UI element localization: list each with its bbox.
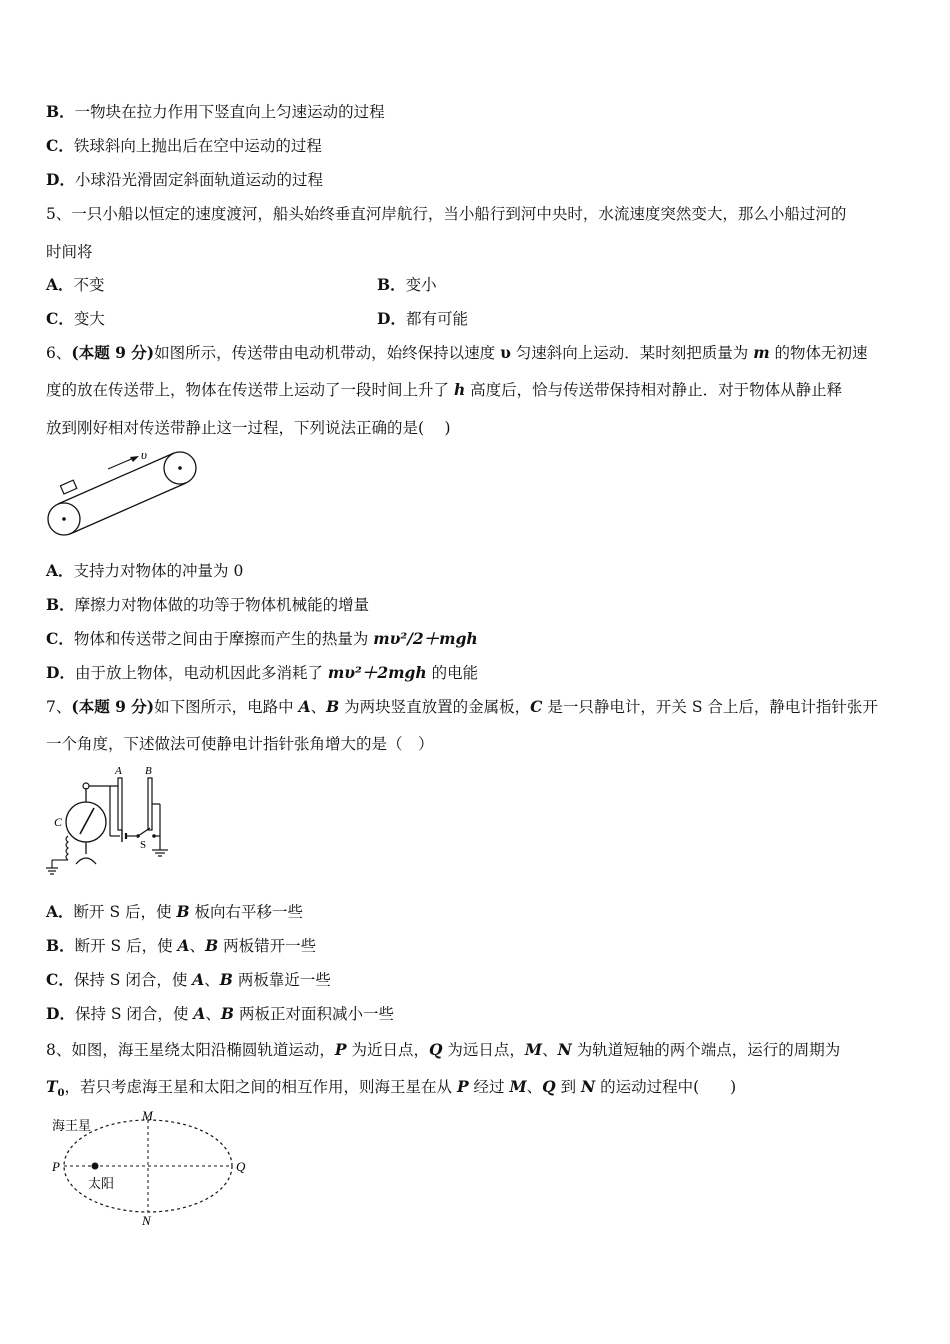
neptune-orbit-figure — [48, 1108, 260, 1232]
stem-text: 、 — [310, 698, 327, 716]
var-p: P — [334, 1040, 347, 1059]
option-label: A． — [46, 561, 74, 580]
var-q: Q — [428, 1040, 443, 1059]
option-text: 的电能 — [426, 664, 479, 682]
q6-option-d — [46, 663, 478, 683]
var: B — [176, 902, 190, 921]
q5-stem-line1: 5、一只小船以恒定的速度渡河，船头始终垂直河岸航行，当小船行到河中央时，水流速度突然变大，那么小船过河的 — [46, 205, 847, 223]
option-text: 变大 — [73, 310, 105, 328]
var-m: M — [524, 1040, 543, 1059]
plate-a — [118, 778, 122, 830]
q7-option-b — [46, 936, 316, 956]
sun-dot — [92, 1163, 99, 1170]
label-neptune: 海王星 — [52, 1118, 92, 1133]
option-text: 断开 S 后，使 — [73, 903, 177, 921]
option-text: 两板靠近一些 — [232, 971, 331, 989]
option-label: C． — [46, 309, 74, 328]
option-text: 两板正对面积减小一些 — [234, 1005, 394, 1023]
label-n: N — [142, 1213, 151, 1228]
stem-text: 8、如图，海王星绕太阳沿椭圆轨道运动， — [46, 1041, 335, 1059]
label-a: A — [115, 765, 122, 777]
label-m: M — [142, 1108, 153, 1123]
label-q: Q — [236, 1159, 246, 1174]
option-text: 、 — [205, 1005, 221, 1023]
option-label: D． — [46, 663, 75, 682]
var-t: T — [46, 1077, 58, 1096]
q5-option-d — [377, 309, 468, 329]
stem-text: 如图所示，传送带由电动机带动，始终保持以速度 — [154, 344, 501, 362]
plate-b — [148, 778, 152, 830]
option-label: A． — [46, 275, 74, 294]
q7-stem-line2: 一个角度，下述做法可使静电计指针张角增大的是（ ） — [46, 735, 434, 753]
q4-option-d — [46, 170, 323, 190]
q5-option-c — [46, 309, 105, 329]
var-q: Q — [542, 1077, 556, 1096]
formula: mυ²/2＋mgh — [373, 629, 478, 648]
option-label: B． — [377, 275, 406, 294]
label-s: S — [140, 839, 147, 851]
option-label: C． — [46, 970, 74, 989]
option-text: 板向右平移一些 — [189, 903, 303, 921]
var-n: N — [557, 1040, 572, 1059]
option-label: D． — [377, 309, 406, 328]
question-tag: (本题 9 分) — [71, 697, 155, 716]
q7-option-a — [46, 902, 303, 922]
stem-text: 匀速斜向上运动．某时刻把质量为 — [510, 344, 754, 362]
electrometer-circuit-figure — [44, 764, 184, 882]
option-label: B． — [46, 936, 75, 955]
label-sun: 太阳 — [88, 1176, 115, 1191]
var-n: N — [581, 1077, 596, 1096]
block-on-belt — [60, 480, 76, 494]
option-text: 保持 S 闭合，使 — [73, 971, 193, 989]
q5-option-a — [46, 275, 105, 295]
stem-text: 为轨道短轴的两个端点，运行的周期为 — [571, 1041, 841, 1059]
stem-text: 的运动过程中( ) — [595, 1078, 737, 1096]
var: B — [219, 970, 233, 989]
option-text: 断开 S 后，使 — [74, 937, 178, 955]
q6-stem-line3: 放到刚好相对传送带静止这一过程，下列说法正确的是( ) — [46, 419, 451, 437]
option-text: 由于放上物体，电动机因此多消耗了 — [74, 664, 328, 682]
option-label: D． — [46, 1004, 75, 1023]
option-label: B． — [46, 595, 75, 614]
q6-stem-line1 — [46, 343, 868, 363]
q7-stem-line1 — [46, 697, 878, 717]
stem-text: 经过 — [468, 1078, 510, 1096]
stem-text: 度的放在传送带上，物体在传送带上运动了一段时间上升了 — [46, 381, 454, 399]
var-h: h — [453, 380, 466, 399]
stem-text: 是一只静电计，开关 S 合上后，静电计指针张开 — [542, 698, 878, 716]
stem-text: 、 — [526, 1078, 543, 1096]
electrometer-needle — [80, 808, 94, 834]
q6-option-a — [46, 561, 243, 581]
stem-text: 的物体无初速 — [769, 344, 868, 362]
option-text: 两板错开一些 — [218, 937, 317, 955]
var-v: υ — [500, 343, 511, 362]
var-c: C — [530, 697, 543, 716]
q4-option-b — [46, 102, 385, 122]
label-p: P — [52, 1159, 60, 1174]
option-label: C． — [46, 629, 74, 648]
option-text: 都有可能 — [405, 310, 468, 328]
option-text: 不变 — [73, 276, 105, 294]
option-label: C． — [46, 136, 74, 155]
option-text: 铁球斜向上抛出后在空中运动的过程 — [73, 137, 322, 155]
stem-text: 为远日点， — [442, 1041, 525, 1059]
var-p: P — [456, 1077, 469, 1096]
conveyor-belt-figure — [44, 446, 204, 542]
option-label: A． — [46, 902, 74, 921]
var-m: M — [509, 1077, 527, 1096]
var-t-subscript: 0 — [57, 1088, 65, 1100]
q8-stem-line1 — [46, 1040, 840, 1060]
q8-stem-line2 — [46, 1077, 736, 1104]
option-label: D． — [46, 170, 75, 189]
var: A — [177, 936, 190, 955]
option-text: 支持力对物体的冲量为 0 — [73, 562, 244, 580]
q7-option-d — [46, 1004, 394, 1024]
var: B — [205, 936, 219, 955]
option-text: 、 — [189, 937, 206, 955]
velocity-label: υ — [141, 447, 147, 462]
q4-option-c — [46, 136, 322, 156]
q6-option-c — [46, 629, 478, 649]
formula: mυ²＋2mgh — [327, 663, 427, 682]
var: A — [193, 1004, 206, 1023]
option-text: 物体和传送带之间由于摩擦而产生的热量为 — [73, 630, 374, 648]
q6-option-b — [46, 595, 369, 615]
var-a: A — [298, 697, 311, 716]
question-number: 7、 — [46, 698, 72, 716]
q5-option-b — [377, 275, 437, 295]
label-c: C — [54, 815, 63, 829]
option-text: 摩擦力对物体做的功等于物体机械能的增量 — [74, 596, 370, 614]
var-b: B — [326, 697, 340, 716]
question-number: 6、 — [46, 344, 72, 362]
stem-text: 、 — [542, 1041, 558, 1059]
var: B — [220, 1004, 235, 1023]
q6-stem-line2 — [46, 380, 842, 400]
option-text: 小球沿光滑固定斜面轨道运动的过程 — [74, 171, 323, 189]
q5-stem-line2: 时间将 — [46, 243, 93, 261]
var: A — [192, 970, 205, 989]
q7-option-c — [46, 970, 331, 990]
var-m: m — [753, 343, 770, 362]
option-label: B． — [46, 102, 75, 121]
option-text: 变小 — [405, 276, 437, 294]
option-text: 、 — [204, 971, 220, 989]
stem-text: 如下图所示，电路中 — [154, 698, 299, 716]
stem-text: 为两块竖直放置的金属板， — [339, 698, 531, 716]
switch-s — [138, 828, 150, 836]
label-b: B — [145, 765, 152, 777]
question-tag: (本题 9 分) — [71, 343, 155, 362]
stem-text: ，若只考虑海王星和太阳之间的相互作用，则海王星在从 — [64, 1078, 457, 1096]
stem-text: 到 — [555, 1078, 582, 1096]
stem-text: 高度后，恰与传送带保持相对静止．对于物体从静止释 — [465, 381, 843, 399]
option-text: 一物块在拉力作用下竖直向上匀速运动的过程 — [74, 103, 385, 121]
stem-text: 为近日点， — [346, 1041, 429, 1059]
option-text: 保持 S 闭合，使 — [74, 1005, 194, 1023]
